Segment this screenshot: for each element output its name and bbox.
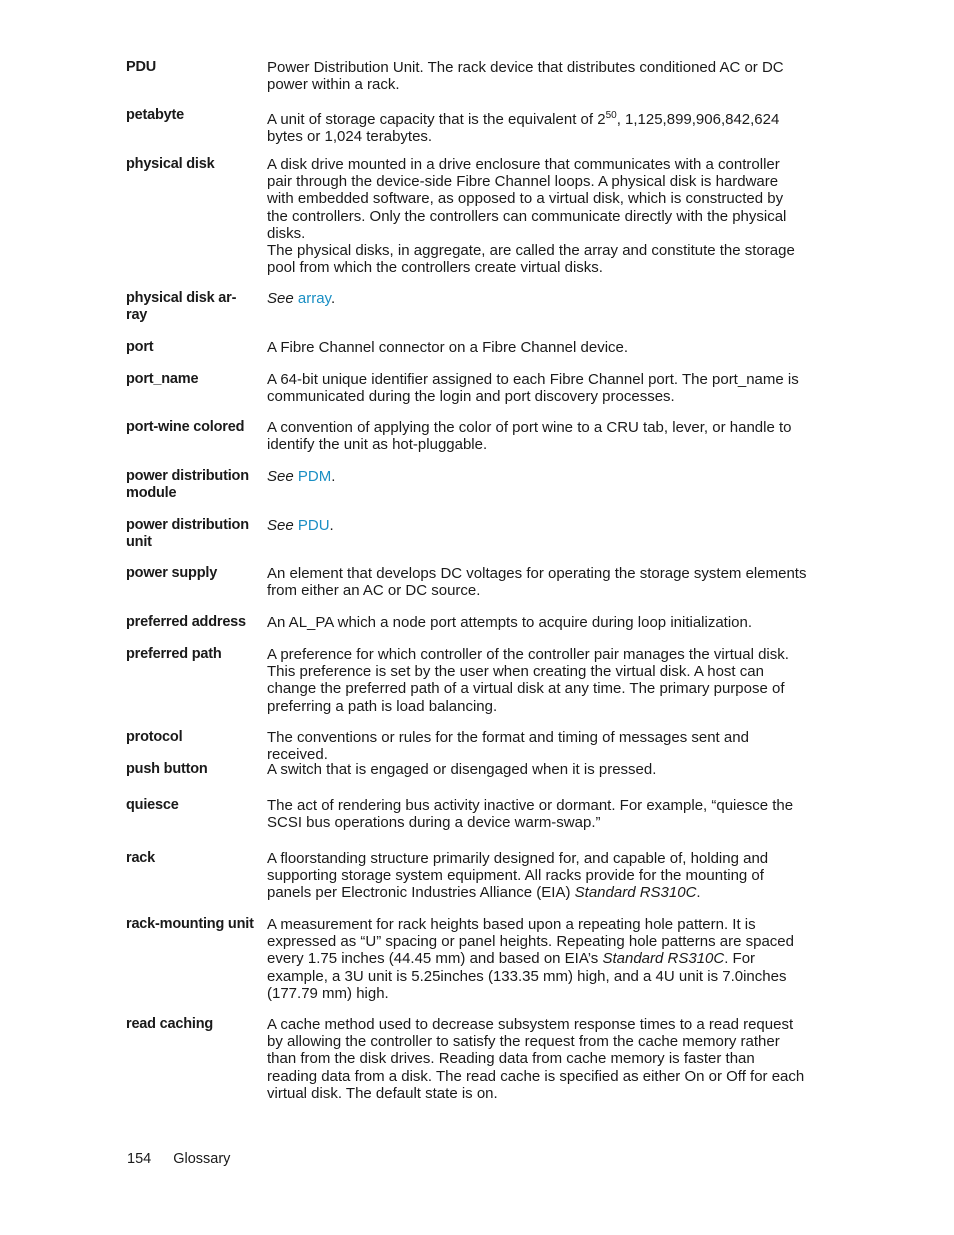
page-footer xyxy=(127,1151,252,1167)
term: physical disk ar-ray xyxy=(126,290,237,324)
definition xyxy=(267,290,807,307)
see-label: See xyxy=(267,468,294,485)
term: physical disk xyxy=(126,156,215,172)
definition-text: A cache method used to decrease subsystem response times to a read request by allowing the controller to satisfy the request from the cache memory rather than from the disk drives. Reading data from cache memory is faster than reading data from a disk. The read cache is specified as either On or Off for each virtual disk. The default state is on. xyxy=(267,1016,805,1102)
definition-text: An element that develops DC voltages for operating the storage system elements from either an AC or DC source. xyxy=(267,565,807,600)
punctuation: . xyxy=(330,290,336,307)
definition-text: A preference for which controller of the controller pair manages the virtual disk. This preference is set by the user when creating the virtual disk. A host can change the preferred path of a virtual disk at any time. The primary purpose of preferring a path is load balancing. xyxy=(267,646,789,715)
definition xyxy=(267,797,807,831)
definition-text: A switch that is engaged or disengaged when it is pressed. xyxy=(267,761,657,778)
term: preferred address xyxy=(126,614,246,630)
term: push button xyxy=(126,761,208,777)
standard-name: Standard RS310C xyxy=(574,884,697,902)
term: preferred path xyxy=(126,646,222,662)
exponent: 50 xyxy=(605,110,617,121)
see-label: See xyxy=(267,517,294,534)
term: rack xyxy=(126,850,156,866)
definition-text: A disk drive mounted in a drive enclosure that communicates with a controller pair through the device-side Fibre Channel loops. A physical disk is hardware with embedded software, as opposed to a virtual disk, which is constructed by the controllers. Only the controllers can communicate directly with the physical disks. xyxy=(267,156,787,242)
cross-reference-link[interactable]: PDU xyxy=(297,517,330,534)
definition xyxy=(267,156,807,276)
term: quiesce xyxy=(126,797,179,813)
definition xyxy=(267,761,807,778)
punctuation: . xyxy=(329,517,334,534)
definition xyxy=(267,850,807,902)
definition-text: Power Distribution Unit. The rack device that distributes conditioned AC or DC power within a rack. xyxy=(267,59,784,94)
definition-text: A convention of applying the color of port wine to a CRU tab, lever, or handle to identify the unit as hot-pluggable. xyxy=(267,419,792,454)
definition xyxy=(267,107,807,145)
definition-text: . xyxy=(696,884,701,902)
term: rack-mounting unit xyxy=(126,916,254,932)
definition xyxy=(267,59,807,93)
definition-text: A floorstanding structure primarily designed for, and capable of, holding and supporting storage system equipment. All racks provide for the mounting of panels per Electronic Industries Alliance (EIA) xyxy=(267,850,769,902)
definition xyxy=(267,339,807,356)
definition xyxy=(267,916,807,1002)
footer-section-title: Glossary xyxy=(173,1151,231,1167)
definition xyxy=(267,1016,807,1102)
term: port_name xyxy=(126,371,199,387)
term: power distribution unit xyxy=(126,517,249,551)
definition-text: A 64-bit unique identifier assigned to each Fibre Channel port. The port_name is communicated during the login and port discovery processes. xyxy=(267,371,799,406)
see-label: See xyxy=(267,290,294,307)
definition-text: The act of rendering bus activity inactive or dormant. For example, “quiesce the SCSI bus operations during a device warm-swap.” xyxy=(267,797,794,832)
definition-text: A measurement for rack heights based upon a repeating hole pattern. It is expressed as “U” spacing or panel heights. Repeating hole patterns are spaced every 1.75 inches (44.45 mm) and based on EIA’s xyxy=(267,916,794,968)
definition-text: The conventions or rules for the format and timing of messages sent and received. xyxy=(267,729,749,764)
definition-text: The physical disks, in aggregate, are called the array and constitute the storage pool from which the controllers create virtual disks. xyxy=(267,242,795,277)
term: protocol xyxy=(126,729,183,745)
standard-name: Standard RS310C xyxy=(602,950,725,968)
term: port xyxy=(126,339,154,355)
definition-text: , 1,125,899,906,842,624 bytes or 1,024 terabytes. xyxy=(267,111,780,146)
definition xyxy=(267,565,807,599)
punctuation: . xyxy=(331,468,336,485)
definition-text: A Fibre Channel connector on a Fibre Channel device. xyxy=(267,339,629,356)
definition-text: . For example, a 3U unit is 5.25inches (133.35 mm) high, and a 4U unit is 7.0inches (177.79 mm) high. xyxy=(267,950,787,1002)
term: power supply xyxy=(126,565,218,581)
cross-reference-link[interactable]: array xyxy=(297,290,331,307)
definition xyxy=(267,517,807,534)
definition xyxy=(267,729,807,763)
definition xyxy=(267,646,807,715)
definition xyxy=(267,468,807,485)
term: power distribution module xyxy=(126,468,249,502)
term: PDU xyxy=(126,59,157,75)
definition-text: A unit of storage capacity that is the equivalent of 2 xyxy=(267,111,606,128)
page-number: 154 xyxy=(127,1151,152,1167)
definition xyxy=(267,419,807,453)
definition xyxy=(267,614,807,631)
definition-text: An AL_PA which a node port attempts to acquire during loop initialization. xyxy=(267,614,753,631)
cross-reference-link[interactable]: PDM xyxy=(297,468,332,485)
definition xyxy=(267,371,807,405)
term: port-wine colored xyxy=(126,419,245,435)
term: read caching xyxy=(126,1016,214,1032)
term: petabyte xyxy=(126,107,185,123)
